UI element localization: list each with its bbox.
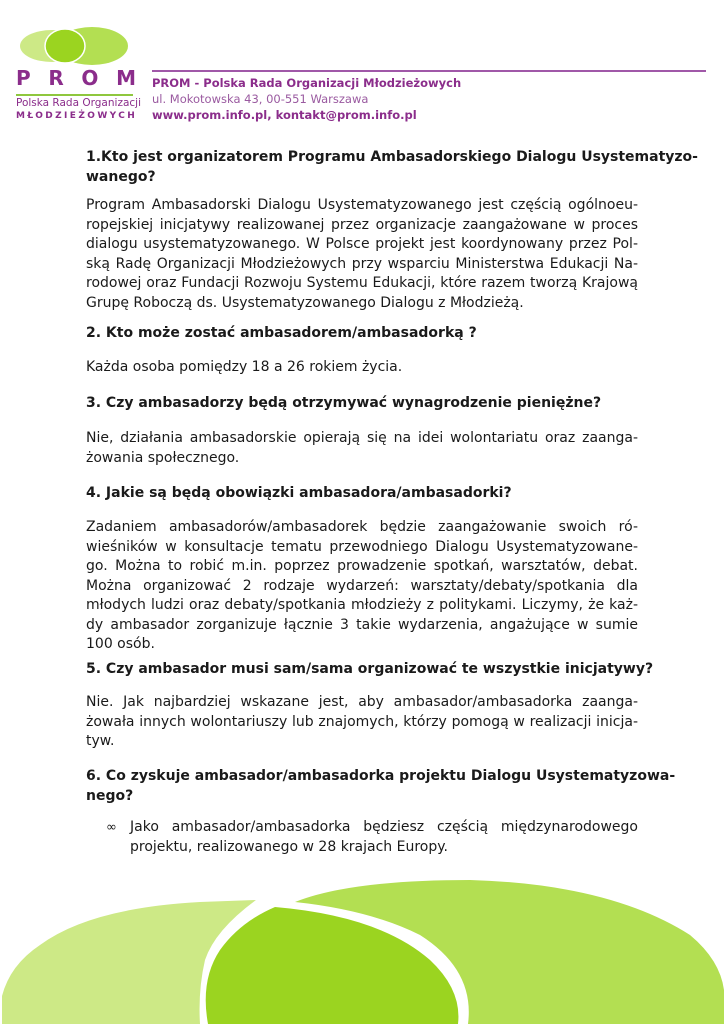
letterhead-info <box>152 75 461 123</box>
text-line: Grupę Roboczą ds. Usystematyzowanego Dialogu z Młodzieżą. <box>86 294 524 311</box>
header-divider <box>152 70 706 72</box>
text-line: 5. Czy ambasador musi sam/sama organizować te wszystkie inicjatywy? <box>86 661 654 677</box>
text-line: żowania społecznego. <box>86 449 240 466</box>
decorative-bubbles <box>0 880 724 1024</box>
text-line: 2. Kto może zostać ambasadorem/ambasadorką ? <box>86 325 477 341</box>
org-name: PROM - Polska Rada Organizacji Młodzieżowych <box>152 76 462 90</box>
answer-paragraph <box>86 518 638 655</box>
text-line: 100 osób. <box>86 636 155 652</box>
text-line: żowała innych wolontariuszy lub znajomych, którzy pomogą w realizacji inicja- <box>86 713 638 730</box>
answer-paragraph <box>86 196 638 313</box>
org-contact: www.prom.info.pl, kontakt@prom.info.pl <box>152 108 417 122</box>
text-line: ską Radę Organizacji Młodzieżowych przy wsparciu Ministerstwa Edukacji Na- <box>86 255 638 272</box>
text-line: Program Ambasadorski Dialogu Usystematyzowanego jest częścią ogólnoeu- <box>86 197 638 213</box>
question-heading <box>86 394 638 414</box>
logo-subtitle-2: MŁODZIEŻOWYCH <box>16 111 138 121</box>
text-line: Nie. Jak najbardziej wskazane jest, aby ambasador/ambasadorka zaanga- <box>86 694 638 710</box>
text-line: Można organizować 2 rodzaje wydarzeń: warsztaty/debaty/spotkania dla <box>86 577 638 594</box>
text-line: wieśników w konsultacje tematu przewodniego Dialogu Usystematyzowane- <box>86 538 638 555</box>
text-line: dialogu usystematyzowanego. W Polsce projekt jest koordynowany przez Pol- <box>86 236 638 252</box>
text-line: projektu, realizowanego w 28 krajach Europy. <box>130 838 448 855</box>
logo-subtitle: Polska Rada Organizacji <box>16 97 141 109</box>
bullet-item <box>130 818 638 857</box>
question-heading <box>86 767 676 806</box>
logo-letter: O <box>81 66 99 90</box>
text-line: 1.Kto jest organizatorem Programu Ambasadorskiego Dialogu Usystematyzo- <box>86 149 698 165</box>
text-line: rodowej oraz Fundacji Rozwoju Systemu Edukacji, które razem tworzą Krajową <box>86 275 638 291</box>
text-line: Każda osoba pomiędzy 18 a 26 rokiem życia. <box>86 359 403 375</box>
question-heading <box>86 484 638 504</box>
logo-letter: M <box>116 66 136 90</box>
text-line: nego? <box>86 787 134 804</box>
text-line: Jako ambasador/ambasadorka będziesz częścią międzynarodowego <box>130 819 638 835</box>
text-line: 3. Czy ambasadorzy będą otrzymywać wynagrodzenie pieniężne? <box>86 395 602 411</box>
infinity-bullet-icon: ∞ <box>106 820 117 835</box>
text-line: 6. Co zyskuje ambasador/ambasadorka projektu Dialogu Usystematyzowa- <box>86 768 676 784</box>
answer-paragraph <box>86 693 638 752</box>
question-heading <box>86 148 698 187</box>
text-line: tyw. <box>86 733 115 749</box>
org-address: ul. Mokotowska 43, 00-551 Warszawa <box>152 92 369 106</box>
question-heading <box>86 660 654 680</box>
logo-divider <box>16 94 133 96</box>
logo-wordmark <box>16 66 136 90</box>
logo-letter: R <box>48 66 64 90</box>
answer-paragraph <box>86 429 638 468</box>
answer-paragraph <box>86 358 638 378</box>
text-line: ropejskiej inicjatywy realizowanej przez organizacje zaangażowane w proces <box>86 216 638 233</box>
text-line: go. Można to robić m.in. poprzez prowadzenie spotkań, warsztatów, debat. <box>86 558 638 574</box>
text-line: Zadaniem ambasadorów/ambasadorek będzie zaangażowanie swoich ró- <box>86 519 638 535</box>
question-heading <box>86 324 638 344</box>
text-line: 4. Jakie są będą obowiązki ambasadora/ambasadorki? <box>86 485 512 501</box>
text-line: Nie, działania ambasadorskie opierają się na idei wolontariatu oraz zaanga- <box>86 430 638 446</box>
text-line: młodych ludzi oraz debaty/spotkania młodzieży z politykami. Liczymy, że każ- <box>86 597 638 613</box>
text-line: wanego? <box>86 168 156 185</box>
logo-letter: P <box>16 66 31 90</box>
text-line: dy ambasador zorganizuje łącznie 3 takie wydarzenia, angażujące w sumie <box>86 616 638 633</box>
